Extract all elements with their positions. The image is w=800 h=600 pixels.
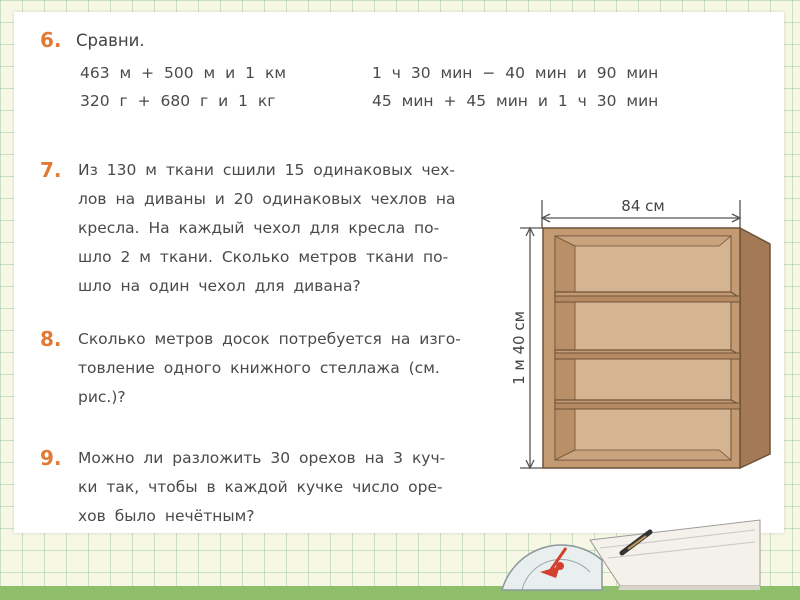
task-8-line: Сколько метров досок потребуется на изго-: [78, 330, 461, 348]
task-7-line: лов на диваны и 20 одинаковых чехлов на: [78, 190, 456, 208]
task-7-line: кресла. На каждый чехол для кресла по-: [78, 219, 440, 237]
task-7-line: Из 130 м ткани сшили 15 одинаковых чех-: [78, 161, 455, 179]
width-label: 84 см: [621, 197, 665, 215]
task-8-line: рис.)?: [78, 388, 126, 406]
task-7-number: 7.: [40, 158, 62, 182]
book-decoration: [590, 520, 760, 590]
task-9-line: Можно ли разложить 30 орехов на 3 куч-: [78, 449, 446, 467]
protractor-icon: [502, 545, 602, 590]
task-9-line: хов было нечётным?: [78, 507, 255, 525]
task-9-number: 9.: [40, 446, 62, 470]
task-9-line: ки так, чтобы в каждой кучке число оре-: [78, 478, 443, 496]
task-8-line: товление одного книжного стеллажа (см.: [78, 359, 440, 377]
task-7-line: шло на один чехол для дивана?: [78, 277, 361, 295]
task-8-number: 8.: [40, 327, 62, 351]
task-6-number: 6.: [40, 28, 62, 52]
task-6-line-1: 463 м + 500 м и 1 км: [80, 64, 287, 82]
height-label: 1 м 40 см: [510, 311, 528, 385]
task-6-line-4: 45 мин + 45 мин и 1 ч 30 мин: [372, 92, 659, 110]
task-6-line-2: 1 ч 30 мин − 40 мин и 90 мин: [372, 64, 659, 82]
task-6-line-3: 320 г + 680 г и 1 кг: [80, 92, 276, 110]
task-7-line: шло 2 м ткани. Сколько метров ткани по-: [78, 248, 449, 266]
task-6-title: Сравни.: [76, 31, 145, 50]
